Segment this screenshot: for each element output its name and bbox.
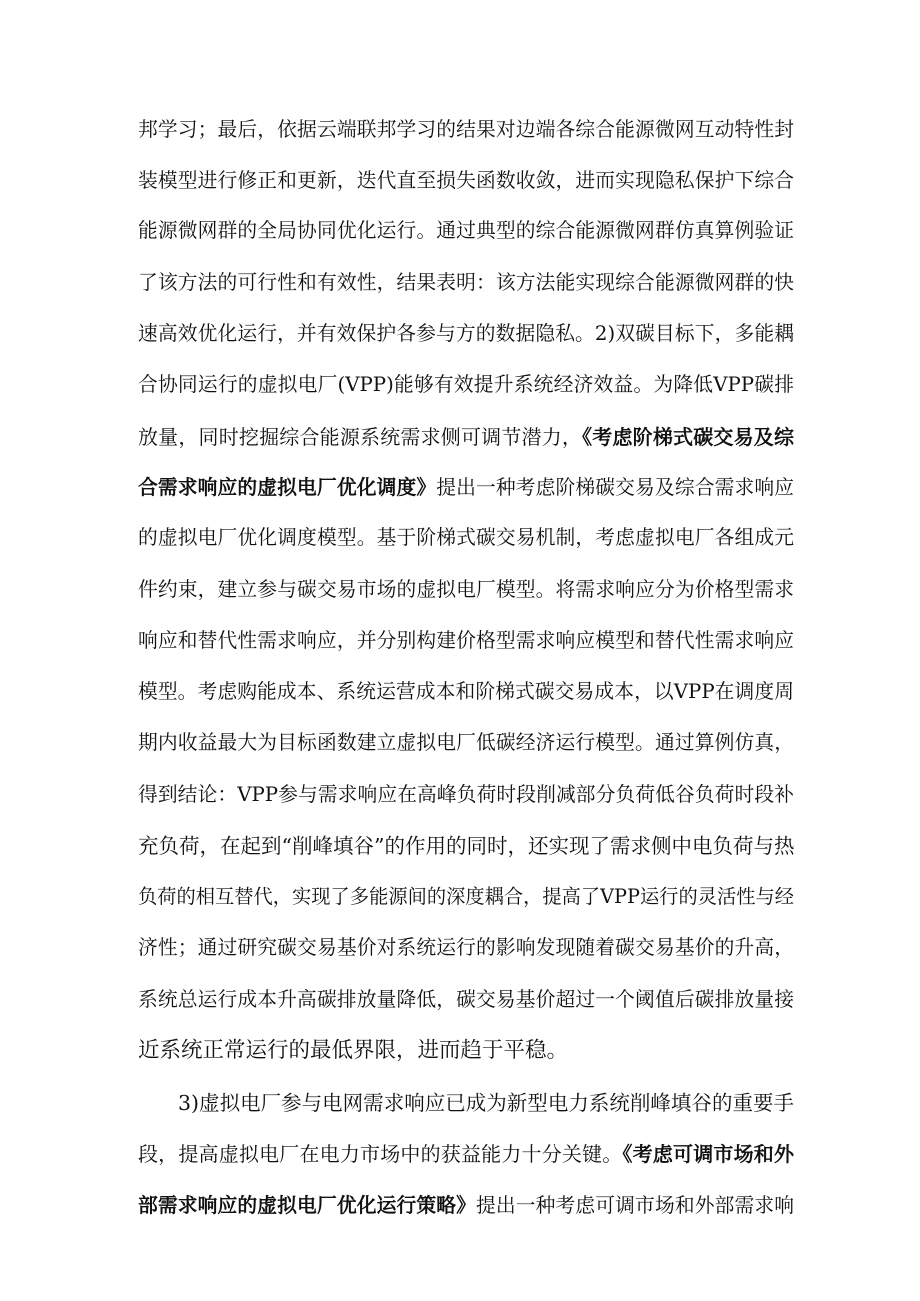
text-line — [138, 933, 794, 963]
text-line — [138, 831, 794, 861]
body-text: 近系统正常运行的最低界限，进而趋于平稳。 — [138, 1038, 569, 1063]
body-text: 放量，同时挖掘综合能源系统需求侧可调节潜力， — [138, 425, 583, 449]
bold-title-text: 《考虑阶梯式碳交易及综 — [582, 425, 794, 449]
body-text: 得到结论：VPP参与需求响应在高峰负荷时段削减部分负荷低谷负荷时段补 — [138, 783, 794, 806]
text-line — [138, 985, 794, 1015]
body-text: 合协同运行的虚拟电厂(VPP)能够有效提升系统经济效益。为降低VPP碳排 — [138, 373, 794, 396]
body-text: 件约束，建立参与碳交易市场的虚拟电厂模型。将需求响应分为价格型需求 — [138, 578, 794, 601]
bold-title-text: 合需求响应的虚拟电厂优化调度》 — [138, 475, 437, 499]
text-line — [138, 677, 794, 707]
body-text: 段，提高虚拟电厂在电力市场中的获益能力十分关键。 — [138, 1142, 623, 1166]
body-text: 响应和替代性需求响应，并分别构建价格型需求响应模型和替代性需求响应 — [138, 629, 794, 652]
body-text: 邦学习；最后，依据云端联邦学习的结果对边端各综合能源微网互动特性封 — [138, 118, 794, 141]
text-line — [138, 1139, 794, 1169]
text-line — [138, 780, 794, 810]
body-text: 模型。考虑购能成本、系统运营成本和阶梯式碳交易成本，以VPP在调度周 — [138, 680, 794, 703]
text-line — [138, 523, 794, 553]
text-line — [138, 882, 794, 912]
text-line — [138, 626, 794, 656]
text-line — [138, 1036, 794, 1066]
text-line — [138, 268, 794, 298]
text-line — [138, 472, 794, 502]
body-text: 系统总运行成本升高碳排放量降低，碳交易基价超过一个阈值后碳排放量接 — [138, 988, 794, 1011]
body-text: 的虚拟电厂优化调度模型。基于阶梯式碳交易机制，考虑虚拟电厂各组成元 — [138, 526, 794, 549]
text-line — [138, 370, 794, 400]
body-text: 装模型进行修正和更新，迭代直至损失函数收敛，进而实现隐私保护下综合 — [138, 169, 794, 192]
text-line — [138, 115, 794, 145]
body-text: 济性；通过研究碳交易基价对系统运行的影响发现随着碳交易基价的升高， — [138, 936, 794, 959]
text-line — [138, 575, 794, 605]
text-line — [178, 1088, 794, 1118]
body-text: 负荷的相互替代，实现了多能源间的深度耦合，提高了VPP运行的灵活性与经 — [138, 885, 794, 908]
body-text: 充负荷，在起到“削峰填谷”的作用的同时，还实现了需求侧中电负荷与热 — [138, 834, 795, 858]
text-line — [138, 216, 794, 246]
body-text: 提出一种考虑阶梯碳交易及综合需求响应 — [436, 476, 794, 499]
body-text: 能源微网群的全局协同优化运行。通过典型的综合能源微网群仿真算例验证 — [138, 219, 794, 242]
body-text: 了该方法的可行性和有效性，结果表明：该方法能实现综合能源微网群的快 — [138, 271, 794, 294]
bold-title-text: 《考虑可调市场和外 — [622, 1142, 794, 1166]
text-line — [138, 728, 794, 758]
body-text: 3)虚拟电厂参与电网需求响应已成为新型电力系统削峰填谷的重要手 — [178, 1091, 794, 1115]
text-line — [138, 319, 794, 349]
body-text: 速高效优化运行，并有效保护各参与方的数据隐私。2)双碳目标下，多能耦 — [138, 322, 794, 345]
body-text: 期内收益最大为目标函数建立虚拟电厂低碳经济运行模型。通过算例仿真， — [138, 731, 794, 754]
text-line — [138, 422, 794, 452]
text-line — [138, 1190, 794, 1220]
text-line — [138, 166, 794, 196]
bold-title-text: 部需求响应的虚拟电厂优化运行策略》 — [138, 1193, 476, 1217]
body-text: 提出一种考虑可调市场和外部需求响 — [476, 1194, 794, 1217]
